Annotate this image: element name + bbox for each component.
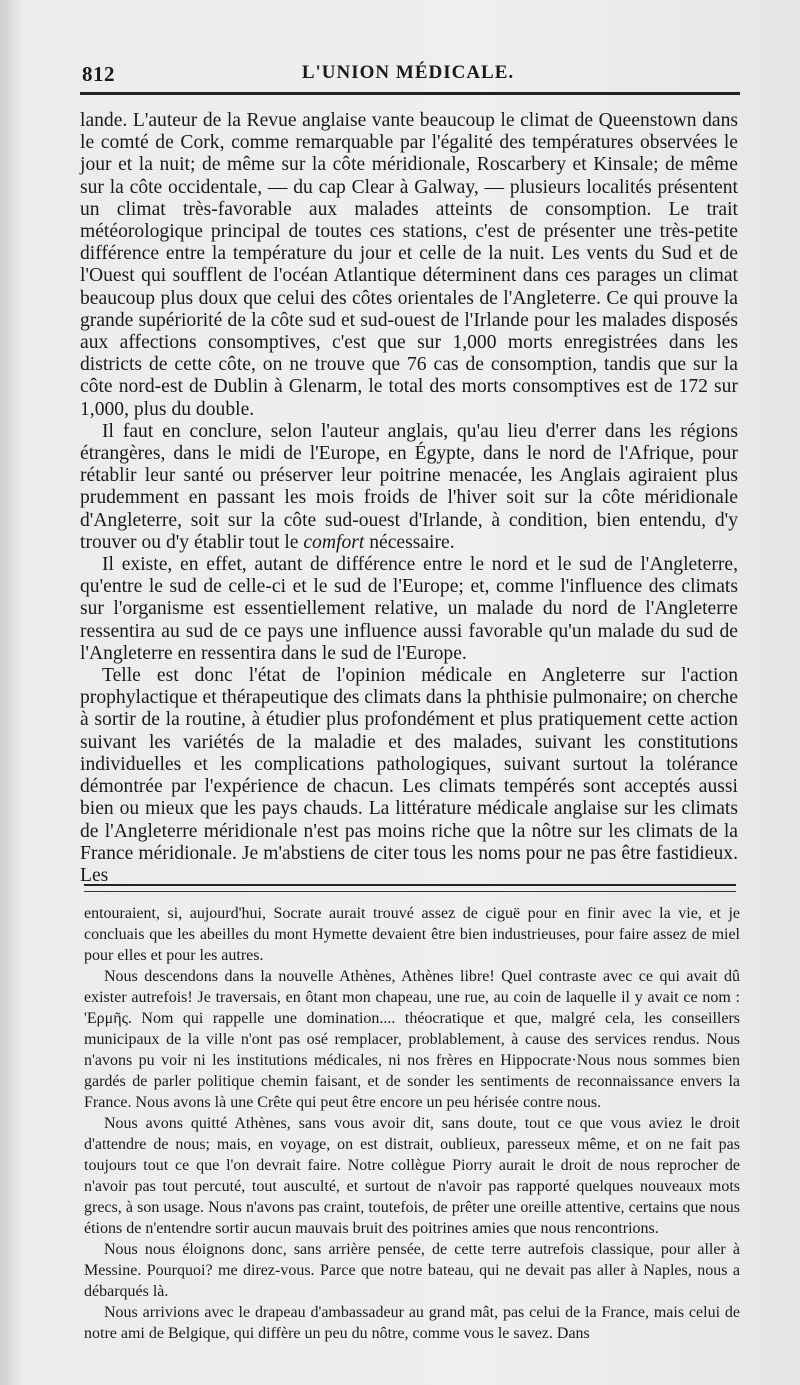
page-header [82,62,734,86]
feuilleton-text [84,903,740,1344]
italic-word: comfort [303,531,365,553]
main-paragraph: Il existe, en effet, autant de différence entre le nord et le sud de l'Angleterre, qu'entre le sud de celle-ci et le sud de l'Europe; et, comme l'influence des climats sur l'organisme est essentiellement relative, un malade du nord de l'Angleterre ressentira au sud de ce pays une influence aussi favorable qu'un malade du sud de l'Angleterre en ressentira dans le sud de l'Europe. [80,554,738,664]
paragraph-text: Il faut en conclure, selon l'auteur anglais, qu'au lieu d'errer dans les régions étrangères, dans le midi de l'Europe, en Égypte, dans le nord de l'Afrique, pour rétablir leur santé ou préserver leur poitrine menacée, les Anglais agiraient plus prudemment en passant les mois froids de l'hiver soit sur la côte méridionale d'Angleterre, soit sur la côte sud-ouest d'Irlande, à condition, bien entendu, d'y trouver ou d'y établir tout le [80,420,738,553]
page-number: 812 [82,62,115,86]
feuilleton-paragraph: Nous arrivions avec le drapeau d'ambassadeur au grand mât, pas celui de la France, mais celui de notre ami de Belgique, qui diffère un peu du nôtre, comme vous le savez. Dans [84,1304,740,1342]
main-paragraph [80,421,738,554]
main-paragraph: Telle est donc l'état de l'opinion médicale en Angleterre sur l'action prophylactique et thérapeutique des climats dans la phthisie pulmonaire; on cherche à sortir de la routine, à étudier plus profondément et plus pratiquement cette action suivant les variétés de la maladie et des malades, suivant les constitutions individuelles et les complications pathologiques, suivant surtout la tolérance démontrée par l'expérience de chacun. Les climats tempérés sont acceptés aussi bien ou mieux que les pays chauds. La littérature médicale anglaise sur les climats de l'Angleterre méridionale n'est pas moins riche que la nôtre sur les climats de la France méridionale. Je m'abstiens de citer tous les noms pour ne pas être fastidieux. Les [80,665,738,886]
header-rule [80,92,740,95]
feuilleton-separator-rule [84,884,736,892]
feuilleton-paragraph: Nous nous éloignons donc, sans arrière pensée, de cette terre autrefois classique, pour aller à Messine. Pourquoi? me direz-vous. Parce que notre bateau, qui ne devait pas aller à Naples, nous a débarqués là. [84,1241,740,1300]
paragraph-text: nécessaire. [364,531,455,553]
running-title: L'UNION MÉDICALE. [301,62,515,83]
feuilleton-paragraph: Nous avons quitté Athènes, sans vous avoir dit, sans doute, tout ce que vous aviez le droit d'attendre de nous; mais, en voyage, on est distrait, oublieux, paresseux même, et on ne fait pas toujours tout ce que l'on devrait faire. Notre collègue Piorry aurait le droit de nous reprocher de n'avoir pas tout percuté, tout ausculté, et surtout de n'avoir pas rapporté quelques nouveaux mots grecs, à son usage. Nous n'avons pas craint, toutefois, de prêter une oreille attentive, certains que nous étions de n'entendre sortir aucun mauvais bruit des poitrines amies que nous rencontrions. [84,1115,740,1237]
feuilleton-paragraph: entouraient, si, aujourd'hui, Socrate aurait trouvé assez de ciguë pour en finir avec la vie, et je concluais que les abeilles du mont Hymette devaient être bien industrieuses, pour faire assez de miel pour elles et pour les autres. [84,905,740,964]
main-text [80,110,738,887]
feuilleton-paragraph: Nous descendons dans la nouvelle Athènes, Athènes libre! Quel contraste avec ce qui avait dû exister autrefois! Je traversais, en ôtant mon chapeau, une rue, au coin de laquelle il y avait ce nom : 'Eρμῆς. Nom qui rappelle une domination.... théocratique et que, malgré cela, les conseillers municipaux de la ville n'ont pas osé remplacer, problablement, à cause des services rendus. Nous n'avons pu voir ni les institutions médicales, ni nos frères en Hippocrate·Nous nous sommes bien gardés de parler politique chemin faisant, et de sonder les sentiments de reconnaissance envers la France. Nous avons là une Crête qui peut être encore un peu hérisée contre nous. [84,968,740,1111]
main-paragraph: lande. L'auteur de la Revue anglaise vante beaucoup le climat de Queenstown dans le comté de Cork, comme remarquable par l'égalité des températures observées le jour et la nuit; de même sur la côte méridionale, Roscarbery et Kinsale; de même sur la côte occidentale, — du cap Clear à Galway, — plusieurs localités présentent un climat très-favorable aux malades atteints de consomption. Le trait météorologique principal de toutes ces stations, c'est de présenter une très-petite différence entre la température du jour et celle de la nuit. Les vents du Sud et de l'Ouest qui soufflent de l'océan Atlantique déterminent dans ces parages un climat beaucoup plus doux que celui des côtes orientales de l'Angleterre. Ce qui prouve la grande supériorité de la côte sud et sud-ouest de l'Irlande pour les malades disposés aux affections consomptives, c'est que sur 1,000 morts enregistrées dans les districts de cette côte, on ne trouve que 76 cas de consomption, tandis que sur la côte nord-est de Dublin à Glenarm, le total des morts consomptives est de 172 sur 1,000, plus du double. [80,110,738,420]
